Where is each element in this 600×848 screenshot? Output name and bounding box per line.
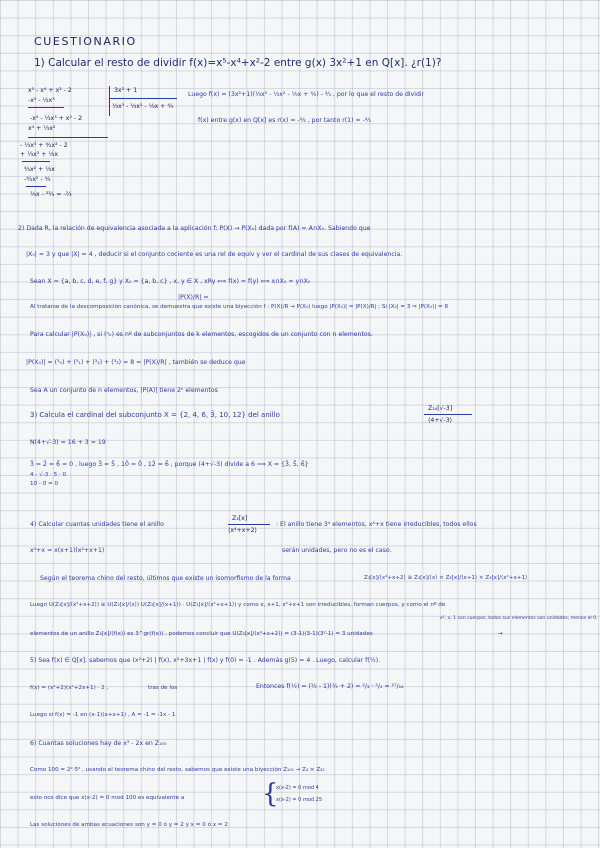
- div-line: -x⁵ - ⅓x³: [28, 97, 55, 104]
- q6-line: Como 100 = 2²·5² , usando el teorema chino del resto, sabemos que existe una biyección Z₁₀₀ → Z₄ × Z₂₅: [30, 767, 325, 773]
- q3-ring-denominator: ⟨4+√-3⟩: [428, 417, 453, 424]
- q2-line: Sea A un conjunto de n elementos, |P(A)| tiene 2ⁿ elementos: [30, 387, 218, 394]
- div-line: -⁴⁄₃x² - ⁴⁄₉: [24, 176, 51, 183]
- question-2-statement: |X₀| = 3 y que |X| = 4 , deducir si el conjunto cociente es una rel de equiv y ver el cardinal de sus clases de equivalencia.: [26, 251, 403, 258]
- q4-note: x², x, 1 son cuerpos, todos sus elementos son unidades, menos el 0.: [440, 616, 598, 621]
- q5-line: Luego si f(x) = -1 en (x-1)(x+x+1) , A = -1 = -1x - 1: [30, 712, 176, 718]
- q4-ring-numerator: Z₃[x]: [232, 515, 248, 522]
- question-6-statement: 6) Cuantas soluciones hay de x³ - 2x en Z₁₀₀: [30, 740, 167, 747]
- q4-line: x⁴+x = x(x+1)(x²+x+1): [30, 547, 105, 554]
- div-line: ⅑x - ²²⁄₉ = -⅔: [30, 191, 72, 198]
- q5-line: tras de los: [148, 685, 178, 691]
- q6-line: Las soluciones de ambas ecuaciones son y = 0 ó y = 2 y x = 0 ó x = 2: [30, 822, 228, 828]
- q2-line: Para calcular |P(X₀)| , si (ⁿₖ) es nº de subconjuntos de k elementos, escogidos de un conjunto con n elementos.: [30, 331, 373, 338]
- q5-line: f(x) = (x²+2)(x²+2x+1) · 2 ,: [30, 685, 109, 691]
- q2-line: Sean X = {a, b, c, d, e, f, g} y X₀ = {a, b, c} , x, y ∈ X , xRy ⟺ f(x) = f(y) ⟺ x∩X₀ = y∩X₀: [30, 278, 311, 285]
- q4-ring-denominator: ⟨x⁴+x+2⟩: [228, 527, 257, 534]
- page-title: CUESTIONARIO: [34, 35, 137, 48]
- q3-line: N(4+√-3) = 16 + 3 = 19: [30, 439, 106, 446]
- question-1-statement: 1) Calcular el resto de dividir f(x)=x⁵-x⁴+x²-2 entre g(x) 3x²+1 en Q[x]. ¿r(1)?: [34, 57, 442, 69]
- q3-ring-numerator: Z₂₄[√-3]: [428, 405, 453, 412]
- q3-line: 3̄ = 2̄ = 6̄ = 0 , luego 3̄ = 5̄ , 10̄ = 0̄ , 12̄ = 6̄ , porque (4+√-3) divide a 6 ⟹ X = {3̄, 5̄, 6̄}: [30, 461, 309, 468]
- q1-answer-line: Luego f(x) = (3x²+1)(⅓x³ - ⅓x² - ⅑x + ⁴⁄₉) - ²⁄₃ , por lo que el resto de dividir: [188, 91, 425, 98]
- div-line: ⁴⁄₃x² + ⅑x: [24, 166, 55, 173]
- q2-line: |P(X₀)| = (³₀) + (³₁) + (³₂) + (³₃) = 8 = |P(X)/R| , también se deduce que: [26, 359, 246, 366]
- q3-line: 10̄ - 0̄ = 0: [30, 481, 59, 487]
- div-line: x⁵ - x⁴ + x² - 2: [28, 87, 72, 94]
- divisor: 3x² + 1: [114, 87, 138, 94]
- question-5-statement: 5) Sea f(x) ∈ Q[x], sabemos que (x²+2) | f(x), x²+3x+1 | f(x) y f(0) = -1 . Además g(5) = 4 . Luego, calcular f(½).: [30, 657, 381, 664]
- div-line: -x⁴ - ⅓x³ + x² - 2: [30, 115, 83, 122]
- div-line: x⁴ + ⅓x²: [28, 125, 56, 132]
- q6-system-eq: x(x-2) = 0 mod 25: [276, 797, 322, 803]
- div-line: - ⅓x³ + ⁴⁄₃x² - 2: [20, 142, 68, 149]
- q4-line: Luego U(Z₃[x]/⟨x⁴+x+2⟩) ≅ U(Z₃[x]/⟨x⟩) U(Z₃[x]/⟨x+1⟩) · U(Z₃[x]/⟨x²+x+1⟩) y como x, x+1, x²+x+1 son irreducibles, forman cuerpos, y como el nº de: [30, 602, 446, 608]
- q4-line: Según el teorema chino del resto, últimos que existe un isomorfismo de la forma: [40, 575, 291, 582]
- question-4-statement: 4) Calcular cuantas unidades tiene el anillo: [30, 521, 164, 528]
- question-2-statement: 2) Dada R, la relación de equivalencia asociada a la aplicación f: P(X) → P(X₀) dada por f(A) = A∩X₀. Sabiendo que: [18, 225, 371, 232]
- q5-line: Entonces f(½) = (½ - 1)(½ + 2) = ²/₃ · ⁵/₄ = ²⁷/₁₆: [256, 683, 404, 690]
- div-line: + ⅓x³ + ⅑x: [20, 151, 59, 158]
- q4-line: elementos de un anillo Z₃[x]/⟨f(x)⟩ es 3^gr(f(x)) , podemos concluir que U(Z₃[x]/⟨x⁴+x+2⟩) = (3-1)(3-1)(3²-1) = 3 unidades: [30, 631, 373, 637]
- q1-answer-line: f(x) entre g(x) en Q[x] es r(x) = -²⁄₃ , por tanto r(1) = -²⁄₃: [198, 117, 371, 124]
- q2-line: |P(X)/R| =: [178, 294, 209, 301]
- q6-system-eq: x(x-2) = 0 mod 4: [276, 785, 319, 791]
- q3-line: 4 - √-3 ⋅ 5̄ ⋅ 0: [30, 472, 67, 478]
- quotient: ⅓x³ - ⅓x² - ⅑x + ⁴⁄₉: [112, 103, 174, 110]
- q4-arrow: →: [498, 631, 503, 637]
- q4-line: serán unidades, pero no es el caso.: [282, 547, 392, 554]
- q6-line: esto nos dice que x(x-2) = 0 mod 100 es equivalente a: [30, 795, 185, 801]
- q4-isomorphism: Z₃[x]/⟨x⁴+x+2⟩ ≅ Z₃[x]/⟨x⟩ × Z₃[x]/⟨x+1⟩ × Z₃[x]/⟨x²+x+1⟩: [364, 575, 528, 581]
- q2-line: Al tratarse de la descomposición canónica, se demuestra que existe una biyección f : P(X)/R → P(X₀) luego |P(X₀)| = |P(X)/R| ; Si |X₀| = 3 ⇒ |P(X₀)| = 8: [30, 304, 449, 310]
- q4-line: : El anillo tiene 3⁴ elementos, x⁴+x tiene irreducibles, todos ellos: [276, 521, 477, 528]
- question-3-statement: 3) Calcula el cardinal del subconjunto X = {2, 4, 6, 3̄, 10, 12} del anillo: [30, 411, 280, 419]
